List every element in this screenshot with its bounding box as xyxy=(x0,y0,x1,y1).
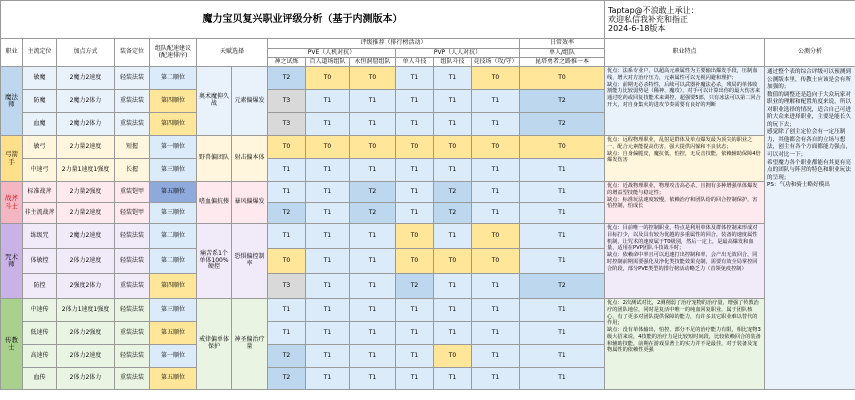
tier-cell: T2 xyxy=(268,203,306,224)
tier-cell: T1 xyxy=(520,299,605,322)
tier-cell: T1 xyxy=(350,322,396,345)
equip-type: 重装法装 xyxy=(115,368,150,390)
tier-cell: T1 xyxy=(396,67,434,90)
tier-cell: T1 xyxy=(472,345,520,368)
table-row xyxy=(1,136,855,159)
priority-badge: 第二顺位 xyxy=(150,67,197,90)
sub-job: 中速传 xyxy=(23,299,57,322)
tier-cell: T1 xyxy=(350,299,396,322)
priority-badge: 第三顺位 xyxy=(150,299,197,322)
tier-cell: T1 xyxy=(472,368,520,390)
tier-cell: T0 xyxy=(350,136,396,159)
tier-cell: T2 xyxy=(396,274,434,299)
header-pve: PVE（人机对抗） xyxy=(268,49,396,58)
tier-cell: T1 xyxy=(472,113,520,136)
tier-cell: T0 xyxy=(268,249,306,274)
table-row xyxy=(1,67,855,90)
add-points: 2力量2速度 xyxy=(57,203,115,224)
tier-cell: T1 xyxy=(350,368,396,390)
talent-2: 神圣偏治疗量 xyxy=(232,299,268,390)
talent-2: 暴风偏爆发 xyxy=(232,182,268,224)
header-pvp: PVP（人人对抗） xyxy=(396,49,520,58)
tier-cell: T0 xyxy=(306,136,350,159)
header-sub-3: 单人斗技 xyxy=(396,58,434,67)
tier-cell: T0 xyxy=(434,345,472,368)
equip-type: 重装法装 xyxy=(115,322,150,345)
tier-cell: T1 xyxy=(268,322,306,345)
header-single-team: 单人/组队 xyxy=(520,49,605,58)
header-daily: 日常效率 xyxy=(520,39,605,49)
tier-cell: T2 xyxy=(350,203,396,224)
tier-cell: T1 xyxy=(472,90,520,113)
tier-cell: T1 xyxy=(396,299,434,322)
add-points: 2体力2强度 xyxy=(57,322,115,345)
priority-badge: 第四顺位 xyxy=(150,90,197,113)
header-priority: 组队配速建议(配速排序) xyxy=(150,39,197,67)
tier-cell: T1 xyxy=(520,249,605,274)
priority-badge: 第三顺位 xyxy=(150,203,197,224)
tier-cell: T1 xyxy=(396,182,434,203)
tier-cell: T1 xyxy=(350,345,396,368)
tier-cell: T1 xyxy=(520,224,605,249)
talent-2: 恐惧偏控制率 xyxy=(232,224,268,299)
sub-job: 标准战斧 xyxy=(23,182,57,203)
sub-job: 血传 xyxy=(23,368,57,390)
class-cell: 咒术师 xyxy=(1,224,23,299)
tier-cell: T1 xyxy=(306,345,350,368)
job-description: 优点：法系专业户，以超高元素属性为主要输出爆发手段，压制血线，增大对方治疗压力，元素属性可以无视闪避和理护； 缺点：前期无必杀特性，后续可以武器补魔法必杀，残局的单体收割能力比较弱势是（稀神、魔攻），对手可以计算出你的最大伤害来通过吃药或回复技能术来调控，超强要5部，只有冰法可以第二回合开大，对自身集火的进攻节奏需要有良好的判断 xyxy=(605,67,765,136)
tier-cell: T0 xyxy=(396,249,434,274)
tier-cell: T1 xyxy=(434,224,472,249)
tier-cell: T1 xyxy=(520,159,605,182)
tier-cell: T1 xyxy=(268,224,306,249)
add-points: 2力量2速度 xyxy=(57,136,115,159)
add-points: 2魔力2体力 xyxy=(57,90,115,113)
add-points: 2魔力2体力 xyxy=(57,113,115,136)
job-description: 优点：目前唯一的控制职业，特点是利用单体及群体控制来形成对目标打少，以及具有较为优越的多重属性的回合，装备的速度属性机制，让咒术的速度属于T0级别，然后一定上，是最高爆发和血量，适用在PVP团队斗技战斗时； 缺点：依赖命中率且可以迅速打出控制和率，会产出无效回合，同时控制前期需要强化及净化类技能效果克制，需要有效全局掌控回合阶段，部分PVE类型的排行榜活动略乏力（首领免疫控制） xyxy=(605,224,765,299)
talent-1: 野兽偏团队 xyxy=(197,136,232,182)
tier-cell: T1 xyxy=(520,368,605,390)
tier-cell: T1 xyxy=(520,345,605,368)
equip-type: 重装法装 xyxy=(115,274,150,299)
tier-cell: T1 xyxy=(520,322,605,345)
author-note: Taptap@不浪敢上承让： 欢迎私信我补充和指正 2024-6-18版本 xyxy=(605,1,855,39)
header-analysis: 公测分析 xyxy=(765,39,855,67)
tier-cell: T2 xyxy=(268,345,306,368)
sub-job: 防控 xyxy=(23,274,57,299)
tier-cell: T2 xyxy=(520,90,605,113)
tier-cell: T1 xyxy=(472,203,520,224)
header-rating: 评级推荐（排行榜活动） xyxy=(268,39,520,49)
tier-cell: T1 xyxy=(268,182,306,203)
page-title: 魔力宝贝复兴职业评级分析（基于内测版本） xyxy=(1,1,605,39)
tier-cell: T2 xyxy=(434,182,472,203)
add-points: 2魔力2速度 xyxy=(57,67,115,90)
tier-cell: T2 xyxy=(520,274,605,299)
class-cell: 传教士 xyxy=(1,299,23,390)
priority-badge: 第二顺位 xyxy=(150,249,197,274)
add-points: 2体力2速度 xyxy=(57,249,115,274)
tier-cell: T1 xyxy=(306,90,350,113)
add-points: 2体力2速度 xyxy=(57,345,115,368)
priority-badge: 第五顺位 xyxy=(150,182,197,203)
header-talent: 天赋选择 xyxy=(197,39,268,67)
header-job: 职业 xyxy=(1,39,23,67)
job-description: 优点：远程物理职业，乱射是群体及单点爆发最为顶尖的职业之一，配合元素能提高伤害，强大提供闪躲和不良状态； 缺点：自身偏脆皮，魔抗低，怕控，无反击技能，依赖辅助保障4倍爆发伤害 xyxy=(605,136,765,182)
equip-type: 轻装铠甲 xyxy=(115,203,150,224)
tier-cell: T1 xyxy=(306,203,350,224)
tier-cell: T1 xyxy=(434,368,472,390)
equip-type: 长握 xyxy=(115,159,150,182)
tier-cell: T1 xyxy=(350,113,396,136)
tier-cell: T1 xyxy=(396,345,434,368)
tier-cell: T1 xyxy=(350,90,396,113)
tier-cell: T1 xyxy=(306,159,350,182)
add-points: 2魔力2速度 xyxy=(57,224,115,249)
equip-type: 轻装法装 xyxy=(115,224,150,249)
header-sub-2: 永恒洞窟组队 xyxy=(350,58,396,67)
tier-cell: T1 xyxy=(306,368,350,390)
priority-badge: 第一顺位 xyxy=(150,136,197,159)
tier-cell: T0 xyxy=(306,67,350,90)
tier-cell: T1 xyxy=(396,90,434,113)
add-points: 2体力2体力 xyxy=(57,368,115,390)
add-points: 2力量2强度 xyxy=(57,182,115,203)
tier-cell: T1 xyxy=(396,113,434,136)
tier-cell: T1 xyxy=(434,159,472,182)
sub-job: 敏魔 xyxy=(23,67,57,90)
tier-cell: T0 xyxy=(472,249,520,274)
equip-type: 轻装法装 xyxy=(115,299,150,322)
tier-cell: T1 xyxy=(520,182,605,203)
header-job-desc: 职业特点 xyxy=(605,39,765,67)
sub-job: 练级咒 xyxy=(23,224,57,249)
tier-cell: T0 xyxy=(434,136,472,159)
priority-badge: 第四顺位 xyxy=(150,113,197,136)
class-cell: 魔法师 xyxy=(1,67,23,136)
tier-cell: T0 xyxy=(350,67,396,90)
tier-cell: T1 xyxy=(434,90,472,113)
tier-cell: T2 xyxy=(268,67,306,90)
tier-cell: T2 xyxy=(520,113,605,136)
tier-cell: T1 xyxy=(434,67,472,90)
priority-badge: 第二顺位 xyxy=(150,224,197,249)
add-points: 2强度2体力 xyxy=(57,274,115,299)
tier-cell: T0 xyxy=(472,224,520,249)
tier-cell: T1 xyxy=(306,249,350,274)
talent-1: 嗜血偏抗揍 xyxy=(197,182,232,224)
tier-cell: T1 xyxy=(434,274,472,299)
tier-cell: T1 xyxy=(472,159,520,182)
sub-job: 非主流战斧 xyxy=(23,203,57,224)
talent-2: 射击偏本体 xyxy=(232,136,268,182)
tier-cell: T1 xyxy=(396,159,434,182)
tier-cell: T1 xyxy=(434,299,472,322)
tier-cell: T1 xyxy=(472,322,520,345)
tier-cell: T1 xyxy=(306,113,350,136)
table-row xyxy=(1,182,855,203)
tier-cell: T1 xyxy=(350,249,396,274)
tier-cell: T2 xyxy=(434,203,472,224)
add-points: 2力量1速度1强度 xyxy=(57,159,115,182)
class-cell: 战斧斗士 xyxy=(1,182,23,224)
header-sub-5: 竞技场（攻/守） xyxy=(473,57,518,65)
header-sub-0: 神之试炼 xyxy=(268,58,306,67)
tier-cell: T1 xyxy=(472,182,520,203)
tier-cell: T1 xyxy=(472,274,520,299)
header-sub-1: 百人道场组队 xyxy=(306,58,350,67)
talent-2: 元素偏爆发 xyxy=(232,67,268,136)
equip-type: 轻装法装 xyxy=(115,67,150,90)
sub-job: 体敏控 xyxy=(23,249,57,274)
tier-cell: T0 xyxy=(434,249,472,274)
equip-type: 短握 xyxy=(115,136,150,159)
tier-cell: T0 xyxy=(472,67,520,90)
tier-cell: T0 xyxy=(520,136,605,159)
equip-type: 轻装法装 xyxy=(115,345,150,368)
tier-cell: T1 xyxy=(306,224,350,249)
table-row xyxy=(1,224,855,249)
tier-cell: T1 xyxy=(520,203,605,224)
header-sub-6: 昆塔勇者之路推一本 xyxy=(520,58,605,67)
tier-cell: T0 xyxy=(472,136,520,159)
talent-1: 奥术魔抑久战 xyxy=(197,67,232,136)
table-row xyxy=(1,299,855,322)
tier-cell: T3 xyxy=(268,90,306,113)
tier-cell: T1 xyxy=(350,274,396,299)
header-add: 加点方式 xyxy=(57,39,115,67)
priority-badge: 第一顺位 xyxy=(150,345,197,368)
tier-cell: T2 xyxy=(350,182,396,203)
priority-badge: 第五顺位 xyxy=(150,368,197,390)
tier-cell: T0 xyxy=(268,136,306,159)
header-subjob: 主流定位 xyxy=(23,39,57,67)
job-description: 优点：近战物理职业，物理攻击高必杀，且拥有多种增强单体爆发的增益型技能与稳定性； 缺点：标准玩法速度较慢，依赖治疗和团队给的回合控制保护，害怕控制，怕成长 xyxy=(605,182,765,224)
priority-badge: 第三顺位 xyxy=(150,159,197,182)
priority-badge: 第四顺位 xyxy=(150,274,197,299)
sub-job: 低速传 xyxy=(23,322,57,345)
equip-type: 轻装法装 xyxy=(115,249,150,274)
sub-job: 敏弓 xyxy=(23,136,57,159)
tier-cell: T1 xyxy=(306,182,350,203)
tier-cell: T1 xyxy=(350,159,396,182)
header-sub-4: 组队斗技 xyxy=(434,58,472,67)
tier-cell: T0 xyxy=(520,67,605,90)
tier-cell: T1 xyxy=(396,322,434,345)
add-points: 2体力1速度1强度 xyxy=(57,299,115,322)
sub-job: 血魔 xyxy=(23,113,57,136)
tier-cell: T2 xyxy=(268,368,306,390)
equip-type: 重装铠甲 xyxy=(115,182,150,203)
tier-cell: T1 xyxy=(396,203,434,224)
class-cell: 弓箭手 xyxy=(1,136,23,182)
sub-job: 防魔 xyxy=(23,90,57,113)
tier-cell: T1 xyxy=(306,322,350,345)
sub-job: 高速传 xyxy=(23,345,57,368)
tier-cell: T1 xyxy=(434,113,472,136)
tier-cell: T0 xyxy=(396,136,434,159)
job-description: 优点：2次测试对比，2测削弱了治疗宠物的治疗量，增强了传教治疗的团队地位，同时是复活中唯一的纯血回复职业，属于团队核心，有了更多对团队提供保障的能力，有许多其它职业难以替代的作用； 缺点：没有单体输出，怕控，部分不足的治疗能力有限，相比宠物3级大招来说，4技能的治疗力是比较短时间段，比较依赖回合的装备和辅助技能，前期在游戏显著上的实力并不是最佳，对于装备及宠物属性的依赖性更强 xyxy=(605,299,765,390)
equip-type: 重装法装 xyxy=(115,90,150,113)
tier-cell: T1 xyxy=(268,159,306,182)
equip-type: 重装法装 xyxy=(115,113,150,136)
tier-cell: T1 xyxy=(396,368,434,390)
talent-1: 痛苦系1个单体100%硬控 xyxy=(197,224,232,299)
tier-cell: T3 xyxy=(268,113,306,136)
sub-job: 中速弓 xyxy=(23,159,57,182)
tier-cell: T3 xyxy=(268,274,306,299)
public-analysis: 通过整个表的综合评级可以预测到公测版本里，传教士应该是会有所加强的； 数值的调整还是趋向于大众玩家对职业的理解和配置角度来说，所以对职业选择的情况，适合自己可进阶大众来进择职业，主要是能长久的玩下去； 感觉除了创主定位会有一定压制力，其他都会有各自的立场与想法，创主有各个方面都能力强点，可以对比一下； 希望魔力各个职业都能有其更有亮点的团队与阵营的特色和职业玩法的呈现； PS：气功和骑士略好模出 xyxy=(765,67,855,390)
tier-cell: T1 xyxy=(434,322,472,345)
tier-cell: T0 xyxy=(396,224,434,249)
tier-cell: T1 xyxy=(350,224,396,249)
tier-cell: T1 xyxy=(306,274,350,299)
header-equip: 装备定位 xyxy=(115,39,150,67)
talent-1: 戒律偏单体保护 xyxy=(197,299,232,390)
priority-badge: 第五顺位 xyxy=(150,322,197,345)
tier-cell: T1 xyxy=(472,299,520,322)
tier-cell: T1 xyxy=(306,299,350,322)
tier-cell: T1 xyxy=(268,299,306,322)
